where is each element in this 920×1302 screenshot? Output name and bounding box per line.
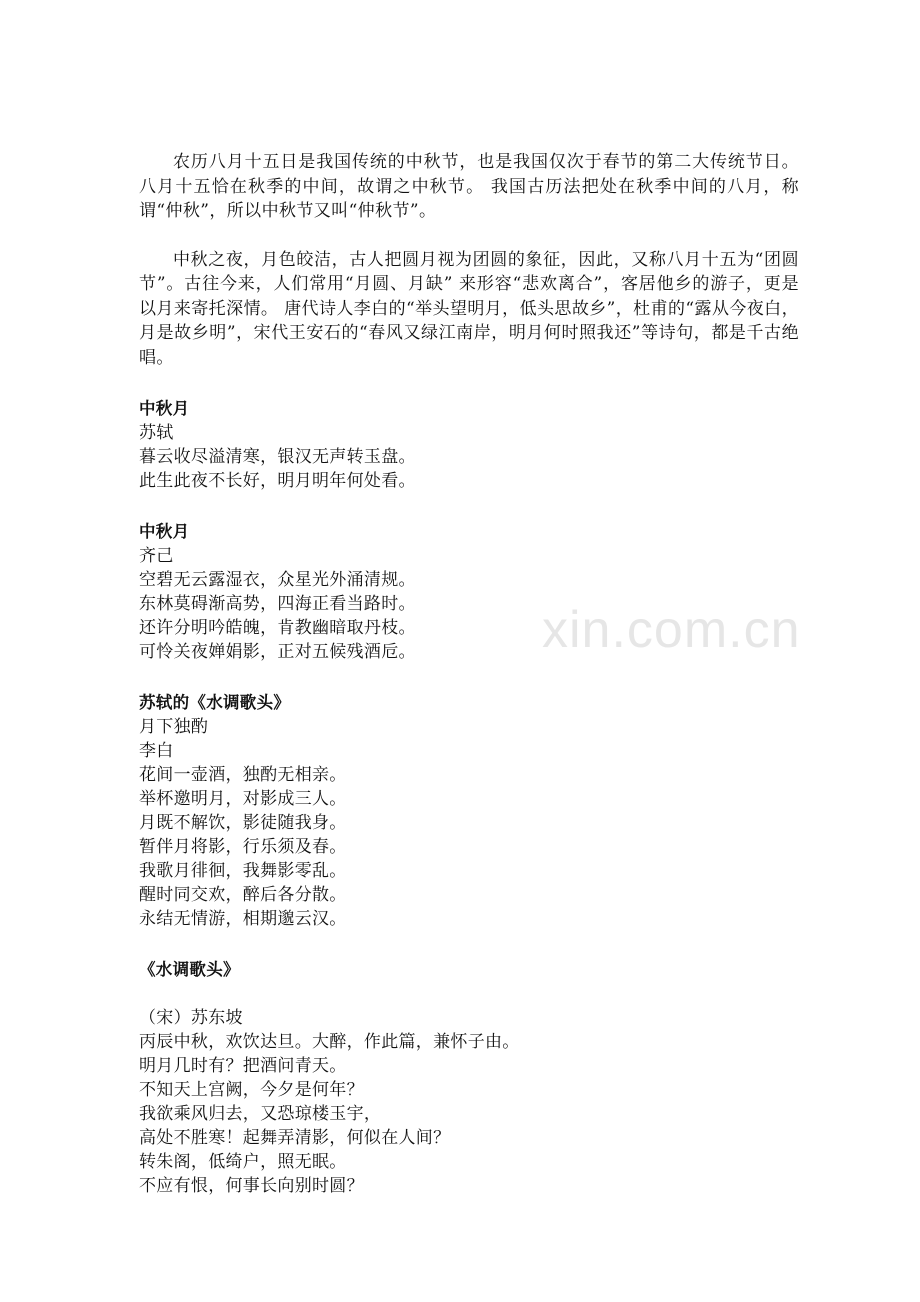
poem-title: 中秋月 <box>139 399 190 418</box>
poem-line: 转朱阁，低绮户，照无眠。 <box>139 1152 347 1172</box>
poem-title: 中秋月 <box>139 522 190 541</box>
poem-line: 不知天上宫阙，今夕是何年？ <box>139 1080 364 1100</box>
poem-title: 月下独酌 <box>139 717 209 737</box>
poem-line: 暂伴月将影，行乐须及春。 <box>139 837 347 857</box>
poem-line: 花间一壶酒，独酌无相亲。 <box>139 765 347 785</box>
poem-zhongqiuyue-qiji <box>139 520 799 664</box>
poem-line: 此生此夜不长好，明月明年何处看。 <box>139 471 416 491</box>
poem-line: 举杯邀明月，对影成三人。 <box>139 789 347 809</box>
poem-author: 李白 <box>139 741 174 761</box>
poem-line: 明月几时有？把酒问青天。 <box>139 1056 347 1076</box>
poem-line: 不应有恨，何事长向别时圆？ <box>139 1176 364 1196</box>
poem-line: 我歌月徘徊，我舞影零乱。 <box>139 861 347 881</box>
poem-line: 永结无情游，相期邈云汉。 <box>139 909 347 929</box>
poem-line: 东林莫碍渐高势，四海正看当路时。 <box>139 594 416 614</box>
blank-line <box>139 982 799 1006</box>
poem-author: （宋）苏东坡 <box>139 1008 243 1028</box>
poem-line: 还许分明吟皓魄，肯教幽暗取丹枝。 <box>139 618 416 638</box>
intro-paragraph-2: 中秋之夜，月色皎洁，古人把圆月视为团圆的象征，因此，又称八月十五为“团圆节”。古往今来，人们常用“月圆、月缺” 来形容“悲欢离合”，客居他乡的游子，更是以月来寄托深情。 唐代诗人李白的“举头望明月，低头思故乡”，杜甫的“露从今夜白，月是故乡明”，宋代王安石的“春风又绿江南岸，明月何时照我还”等诗句，都是千古绝唱。 <box>139 249 799 368</box>
poem-line: 我欲乘风归去，又恐琼楼玉宇， <box>139 1104 382 1124</box>
poem-zhongqiuyue-sushi <box>139 397 799 493</box>
poem-author: 齐己 <box>139 546 174 566</box>
poem-line: 暮云收尽溢清寒，银汉无声转玉盘。 <box>139 447 416 467</box>
intro-paragraph-1: 农历八月十五日是我国传统的中秋节，也是我国仅次于春节的第二大传统节日。八月十五恰在秋季的中间，故谓之中秋节。 我国古历法把处在秋季中间的八月，称谓“仲秋”，所以中秋节又叫“仲秋节”。 <box>139 152 799 221</box>
poem-line: 醒时同交欢，醉后各分散。 <box>139 885 347 905</box>
poem-preface: 丙辰中秋，欢饮达旦。大醉，作此篇，兼怀子由。 <box>139 1032 520 1052</box>
poem-yuexiaduzhuo <box>139 691 799 931</box>
poem-line: 空碧无云露湿衣，众星光外涌清规。 <box>139 570 416 590</box>
poem-author: 苏轼 <box>139 423 174 443</box>
watermark: xin.com.cn <box>542 601 801 659</box>
document-page <box>139 150 799 1198</box>
poem-shuidiaogetou <box>139 958 799 1198</box>
poem-line: 月既不解饮，影徒随我身。 <box>139 813 347 833</box>
poem-line: 高处不胜寒！起舞弄清影，何似在人间？ <box>139 1128 451 1148</box>
poem-title: 《水调歌头》 <box>139 960 240 979</box>
poem-line: 可怜关夜婵娟影，正对五候残酒卮。 <box>139 642 416 662</box>
section-heading: 苏轼的《水调歌头》 <box>139 693 291 712</box>
